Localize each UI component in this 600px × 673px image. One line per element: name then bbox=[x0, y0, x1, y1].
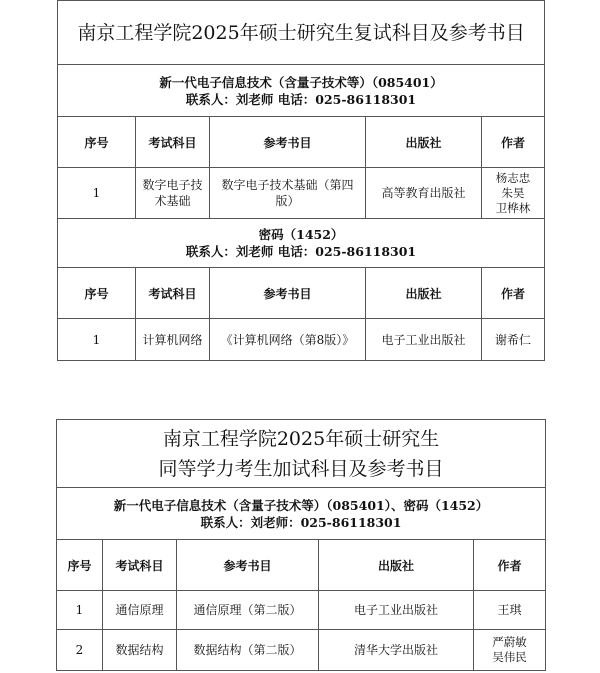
row-book: 数据结构（第二版） bbox=[177, 630, 319, 671]
col-header-no: 序号 bbox=[58, 268, 136, 319]
section-header bbox=[58, 219, 545, 268]
table-row bbox=[58, 168, 545, 219]
col-header-no: 序号 bbox=[57, 540, 103, 591]
book-line: 数字电子技术基础（第四 bbox=[221, 178, 354, 192]
row-author bbox=[474, 630, 546, 671]
row-publisher: 电子工业出版社 bbox=[366, 319, 482, 361]
col-header-subject: 考试科目 bbox=[136, 268, 210, 319]
row-no: 2 bbox=[57, 630, 103, 671]
table-row bbox=[57, 591, 546, 630]
row-publisher: 电子工业出版社 bbox=[319, 591, 474, 630]
col-header-publisher: 出版社 bbox=[366, 117, 482, 168]
retest-table bbox=[57, 0, 545, 361]
title-line: 南京工程学院2025年硕士研究生 bbox=[162, 427, 440, 450]
col-header-publisher: 出版社 bbox=[366, 268, 482, 319]
section-major: 新一代电子信息技术（含量子技术等）（085401） bbox=[159, 74, 443, 90]
table-row bbox=[57, 630, 546, 671]
author-line: 杨志忠 bbox=[495, 170, 531, 185]
row-subject: 通信原理 bbox=[103, 591, 177, 630]
section-major: 新一代电子信息技术（含量子技术等）（085401）、密码（1452） bbox=[113, 497, 489, 513]
row-no: 1 bbox=[58, 319, 136, 361]
table2-title bbox=[57, 420, 546, 488]
author-line: 严蔚敏 bbox=[492, 635, 527, 649]
subject-line: 数字电子技 bbox=[142, 178, 203, 192]
section-contact: 联系人：刘老师：025-86118301 bbox=[200, 514, 402, 530]
row-subject bbox=[136, 168, 210, 219]
section-header bbox=[58, 65, 545, 117]
subject-line: 术基础 bbox=[154, 194, 191, 208]
row-no: 1 bbox=[58, 168, 136, 219]
book-line: 版） bbox=[275, 194, 300, 208]
title-line: 同等学力考生加试科目及参考书目 bbox=[158, 457, 444, 480]
section-header bbox=[57, 488, 546, 540]
row-author bbox=[482, 168, 545, 219]
section-contact: 联系人：刘老师 电话：025-86118301 bbox=[185, 91, 417, 107]
col-header-publisher: 出版社 bbox=[319, 540, 474, 591]
col-header-book: 参考书目 bbox=[210, 117, 366, 168]
col-header-book: 参考书目 bbox=[177, 540, 319, 591]
col-header-subject: 考试科目 bbox=[103, 540, 177, 591]
row-book bbox=[210, 168, 366, 219]
row-publisher: 高等教育出版社 bbox=[366, 168, 482, 219]
col-header-no: 序号 bbox=[58, 117, 136, 168]
author-line: 卫桦林 bbox=[495, 200, 531, 215]
row-publisher: 清华大学出版社 bbox=[319, 630, 474, 671]
section-major: 密码（1452） bbox=[258, 227, 344, 242]
col-header-subject: 考试科目 bbox=[136, 117, 210, 168]
row-no: 1 bbox=[57, 591, 103, 630]
col-header-book: 参考书目 bbox=[210, 268, 366, 319]
author-line: 朱昊 bbox=[501, 185, 525, 200]
row-subject: 数据结构 bbox=[103, 630, 177, 671]
row-book: 《计算机网络（第8版）》 bbox=[210, 319, 366, 361]
row-book: 通信原理（第二版） bbox=[177, 591, 319, 630]
row-subject: 计算机网络 bbox=[136, 319, 210, 361]
author-line: 吴伟民 bbox=[492, 650, 527, 664]
table-row bbox=[58, 319, 545, 361]
section-contact: 联系人：刘老师 电话：025-86118301 bbox=[185, 244, 417, 259]
table1-title: 南京工程学院2025年硕士研究生复试科目及参考书目 bbox=[58, 1, 545, 65]
row-author: 谢希仁 bbox=[482, 319, 545, 361]
equivalent-exam-table bbox=[56, 419, 546, 671]
col-header-author: 作者 bbox=[482, 117, 545, 168]
col-header-author: 作者 bbox=[474, 540, 546, 591]
row-author: 王琪 bbox=[474, 591, 546, 630]
col-header-author: 作者 bbox=[482, 268, 545, 319]
